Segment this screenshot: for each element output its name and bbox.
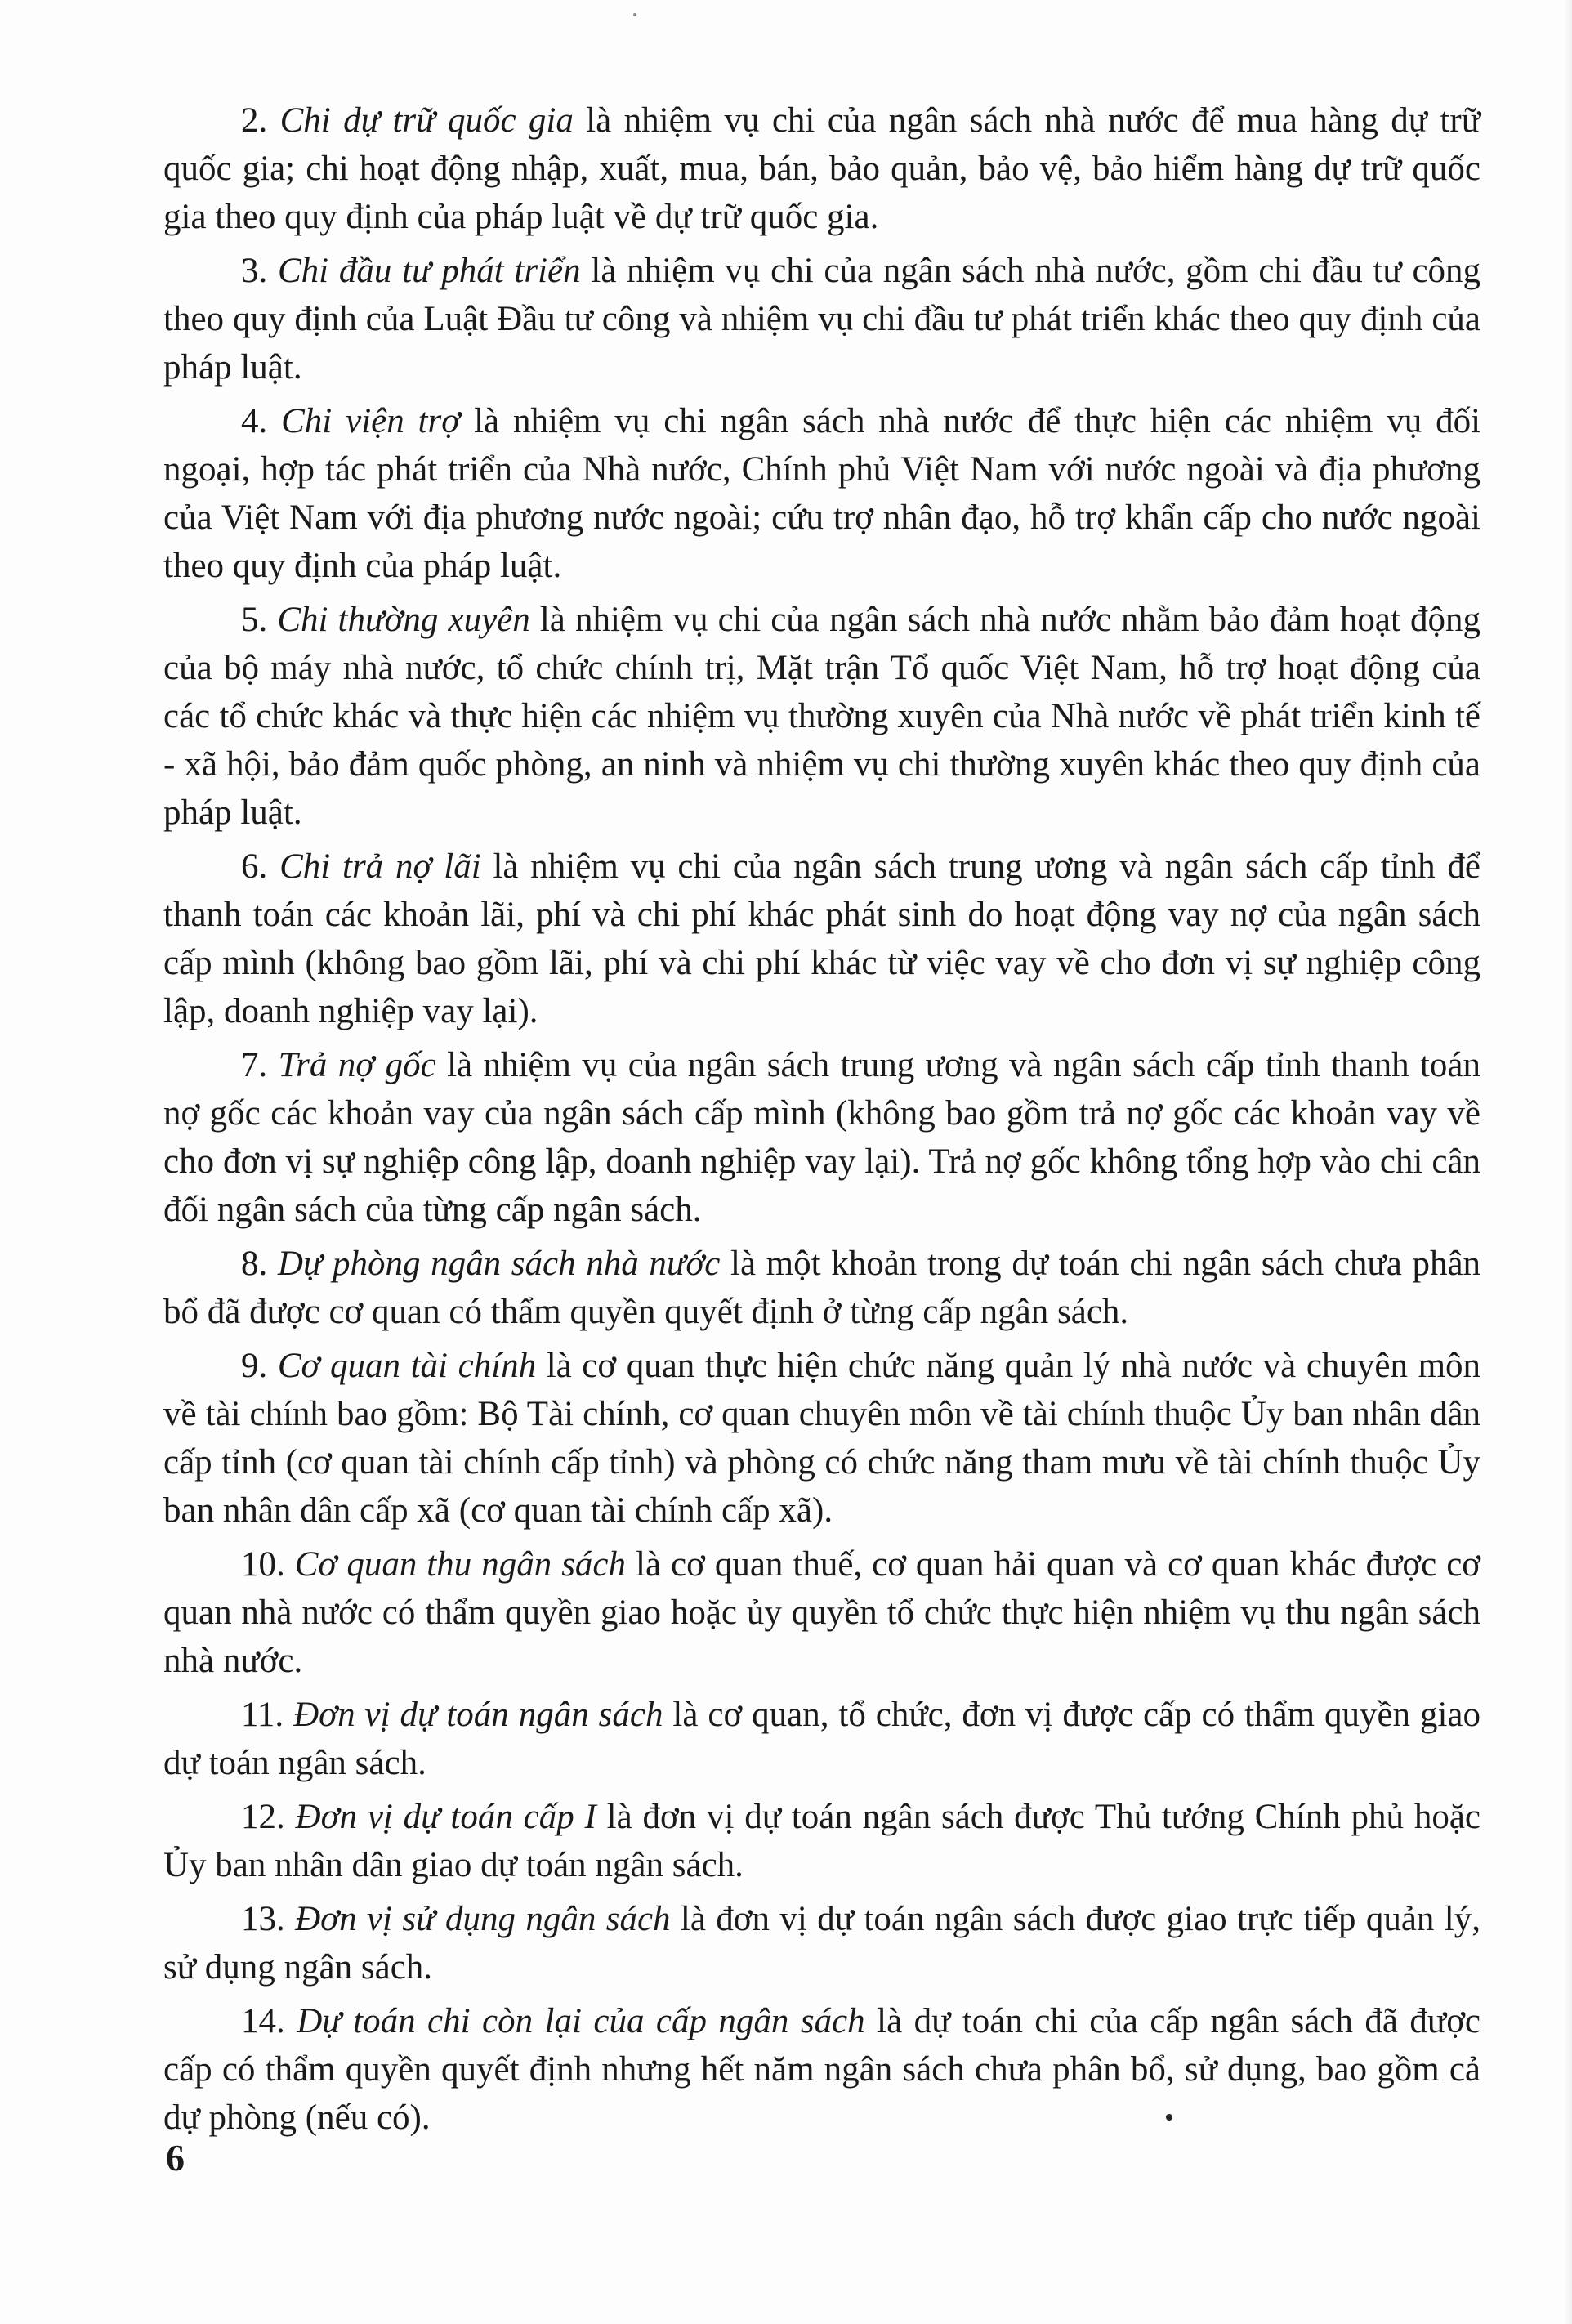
item-number: 11.	[241, 1696, 284, 1734]
defined-term: Đơn vị dự toán cấp I	[295, 1798, 596, 1836]
definition-text: là đơn vị dự toán ngân sách được giao trực tiếp quản lý, sử dụng ngân sách.	[163, 1900, 1480, 1987]
definition-paragraph-13	[163, 1895, 1480, 1991]
item-number: 2.	[241, 101, 268, 140]
item-number: 12.	[241, 1798, 285, 1836]
item-number: 3.	[241, 252, 268, 290]
definition-paragraph-2	[163, 96, 1480, 241]
definition-text: là nhiệm vụ chi ngân sách nhà nước để thực hiện các nhiệm vụ đối ngoại, hợp tác phát triển của Nhà nước, Chính phủ Việt Nam với nước ngoài và địa phương của Việt Nam với địa phương nước ngoài; cứu trợ nhân đạo, hỗ trợ khẩn cấp cho nước ngoài theo quy định của pháp luật.	[163, 402, 1481, 585]
defined-term: Cơ quan thu ngân sách	[294, 1545, 627, 1584]
defined-term: Chi trả nợ lãi	[279, 847, 481, 886]
scan-speck	[633, 13, 636, 16]
definition-paragraph-7	[163, 1041, 1480, 1234]
definition-text: là nhiệm vụ chi của ngân sách nhà nước, gồm chi đầu tư công theo quy định của Luật Đầu tư công và nhiệm vụ chi đầu tư phát triển khác theo quy định của pháp luật.	[163, 252, 1481, 387]
definition-paragraph-4	[163, 397, 1480, 590]
defined-term: Chi viện trợ	[281, 402, 461, 440]
defined-term: Chi đầu tư phát triển	[278, 252, 581, 290]
defined-term: Đơn vị dự toán ngân sách	[293, 1696, 663, 1734]
definition-text: là dự toán chi của cấp ngân sách đã được cấp có thẩm quyền quyết định nhưng hết năm ngân sách chưa phân bổ, sử dụng, bao gồm cả dự phòng (nếu có).	[163, 2002, 1481, 2137]
item-number: 7.	[241, 1046, 268, 1084]
definition-paragraph-8	[163, 1240, 1480, 1336]
document-body	[163, 96, 1480, 2147]
definition-paragraph-14	[163, 1997, 1480, 2142]
page-number: 6	[166, 2137, 185, 2179]
item-number: 10.	[241, 1545, 285, 1584]
defined-term: Chi thường xuyên	[277, 601, 530, 639]
defined-term: Dự toán chi còn lại của cấp ngân sách	[297, 2002, 865, 2040]
definition-paragraph-10	[163, 1540, 1480, 1685]
definition-text: là cơ quan thực hiện chức năng quản lý nhà nước và chuyên môn về tài chính bao gồm: Bộ Tài chính, cơ quan chuyên môn về tài chính thuộc Ủy ban nhân dân cấp tỉnh (cơ quan tài chính cấp tỉnh) và phòng có chức năng tham mưu về tài chính thuộc Ủy ban nhân dân cấp xã (cơ quan tài chính cấp xã).	[163, 1347, 1481, 1530]
item-number: 8.	[241, 1245, 268, 1283]
definition-text: là nhiệm vụ chi của ngân sách nhà nước nhằm bảo đảm hoạt động của bộ máy nhà nước, tổ chức chính trị, Mặt trận Tổ quốc Việt Nam, hỗ trợ hoạt động của các tổ chức khác và thực hiện các nhiệm vụ thường xuyên của Nhà nước về phát triển kinh tế - xã hội, bảo đảm quốc phòng, an ninh và nhiệm vụ chi thường xuyên khác theo quy định của pháp luật.	[163, 601, 1481, 832]
item-number: 6.	[241, 847, 268, 886]
definition-paragraph-3	[163, 247, 1480, 391]
item-number: 14.	[241, 2002, 285, 2040]
defined-term: Dự phòng ngân sách nhà nước	[277, 1245, 721, 1283]
definition-text: là cơ quan, tổ chức, đơn vị được cấp có thẩm quyền giao dự toán ngân sách.	[163, 1696, 1481, 1782]
definition-paragraph-5	[163, 596, 1480, 837]
defined-term: Trả nợ gốc	[278, 1046, 436, 1084]
defined-term: Cơ quan tài chính	[277, 1347, 537, 1385]
page-edge-shadow	[1564, 0, 1572, 2324]
definition-paragraph-11	[163, 1691, 1480, 1787]
definition-text: là nhiệm vụ chi của ngân sách trung ương và ngân sách cấp tỉnh để thanh toán các khoản lãi, phí và chi phí khác phát sinh do hoạt động vay nợ của ngân sách cấp mình (không bao gồm lãi, phí và chi phí khác từ việc vay về cho đơn vị sự nghiệp công lập, doanh nghiệp vay lại).	[163, 847, 1480, 1030]
definition-text: là cơ quan thuế, cơ quan hải quan và cơ quan khác được cơ quan nhà nước có thẩm quyền giao hoặc ủy quyền tổ chức thực hiện nhiệm vụ thu ngân sách nhà nước.	[163, 1545, 1481, 1680]
item-number: 13.	[241, 1900, 285, 1938]
item-number: 5.	[241, 601, 268, 639]
definition-text: là đơn vị dự toán ngân sách được Thủ tướng Chính phủ hoặc Ủy ban nhân dân giao dự toán ngân sách.	[163, 1798, 1481, 1884]
item-number: 4.	[241, 402, 268, 440]
definition-text: là nhiệm vụ chi của ngân sách nhà nước để mua hàng dự trữ quốc gia; chi hoạt động nhập, xuất, mua, bán, bảo quản, bảo vệ, bảo hiểm hàng dự trữ quốc gia theo quy định của pháp luật về dự trữ quốc gia.	[163, 101, 1480, 236]
definition-text: là nhiệm vụ của ngân sách trung ương và ngân sách cấp tỉnh thanh toán nợ gốc các khoản vay của ngân sách cấp mình (không bao gồm trả nợ gốc các khoản vay về cho đơn vị sự nghiệp công lập, doanh nghiệp vay lại). Trả nợ gốc không tổng hợp vào chi cân đối ngân sách của từng cấp ngân sách.	[163, 1046, 1480, 1229]
definition-paragraph-9	[163, 1342, 1480, 1535]
defined-term: Đơn vị sử dụng ngân sách	[295, 1900, 671, 1938]
definition-paragraph-6	[163, 842, 1480, 1035]
definition-paragraph-12	[163, 1793, 1480, 1889]
definition-text: là một khoản trong dự toán chi ngân sách chưa phân bổ đã được cơ quan có thẩm quyền quyết định ở từng cấp ngân sách.	[163, 1245, 1481, 1331]
item-number: 9.	[241, 1347, 268, 1385]
scan-speck	[1166, 2114, 1172, 2121]
defined-term: Chi dự trữ quốc gia	[279, 101, 574, 140]
